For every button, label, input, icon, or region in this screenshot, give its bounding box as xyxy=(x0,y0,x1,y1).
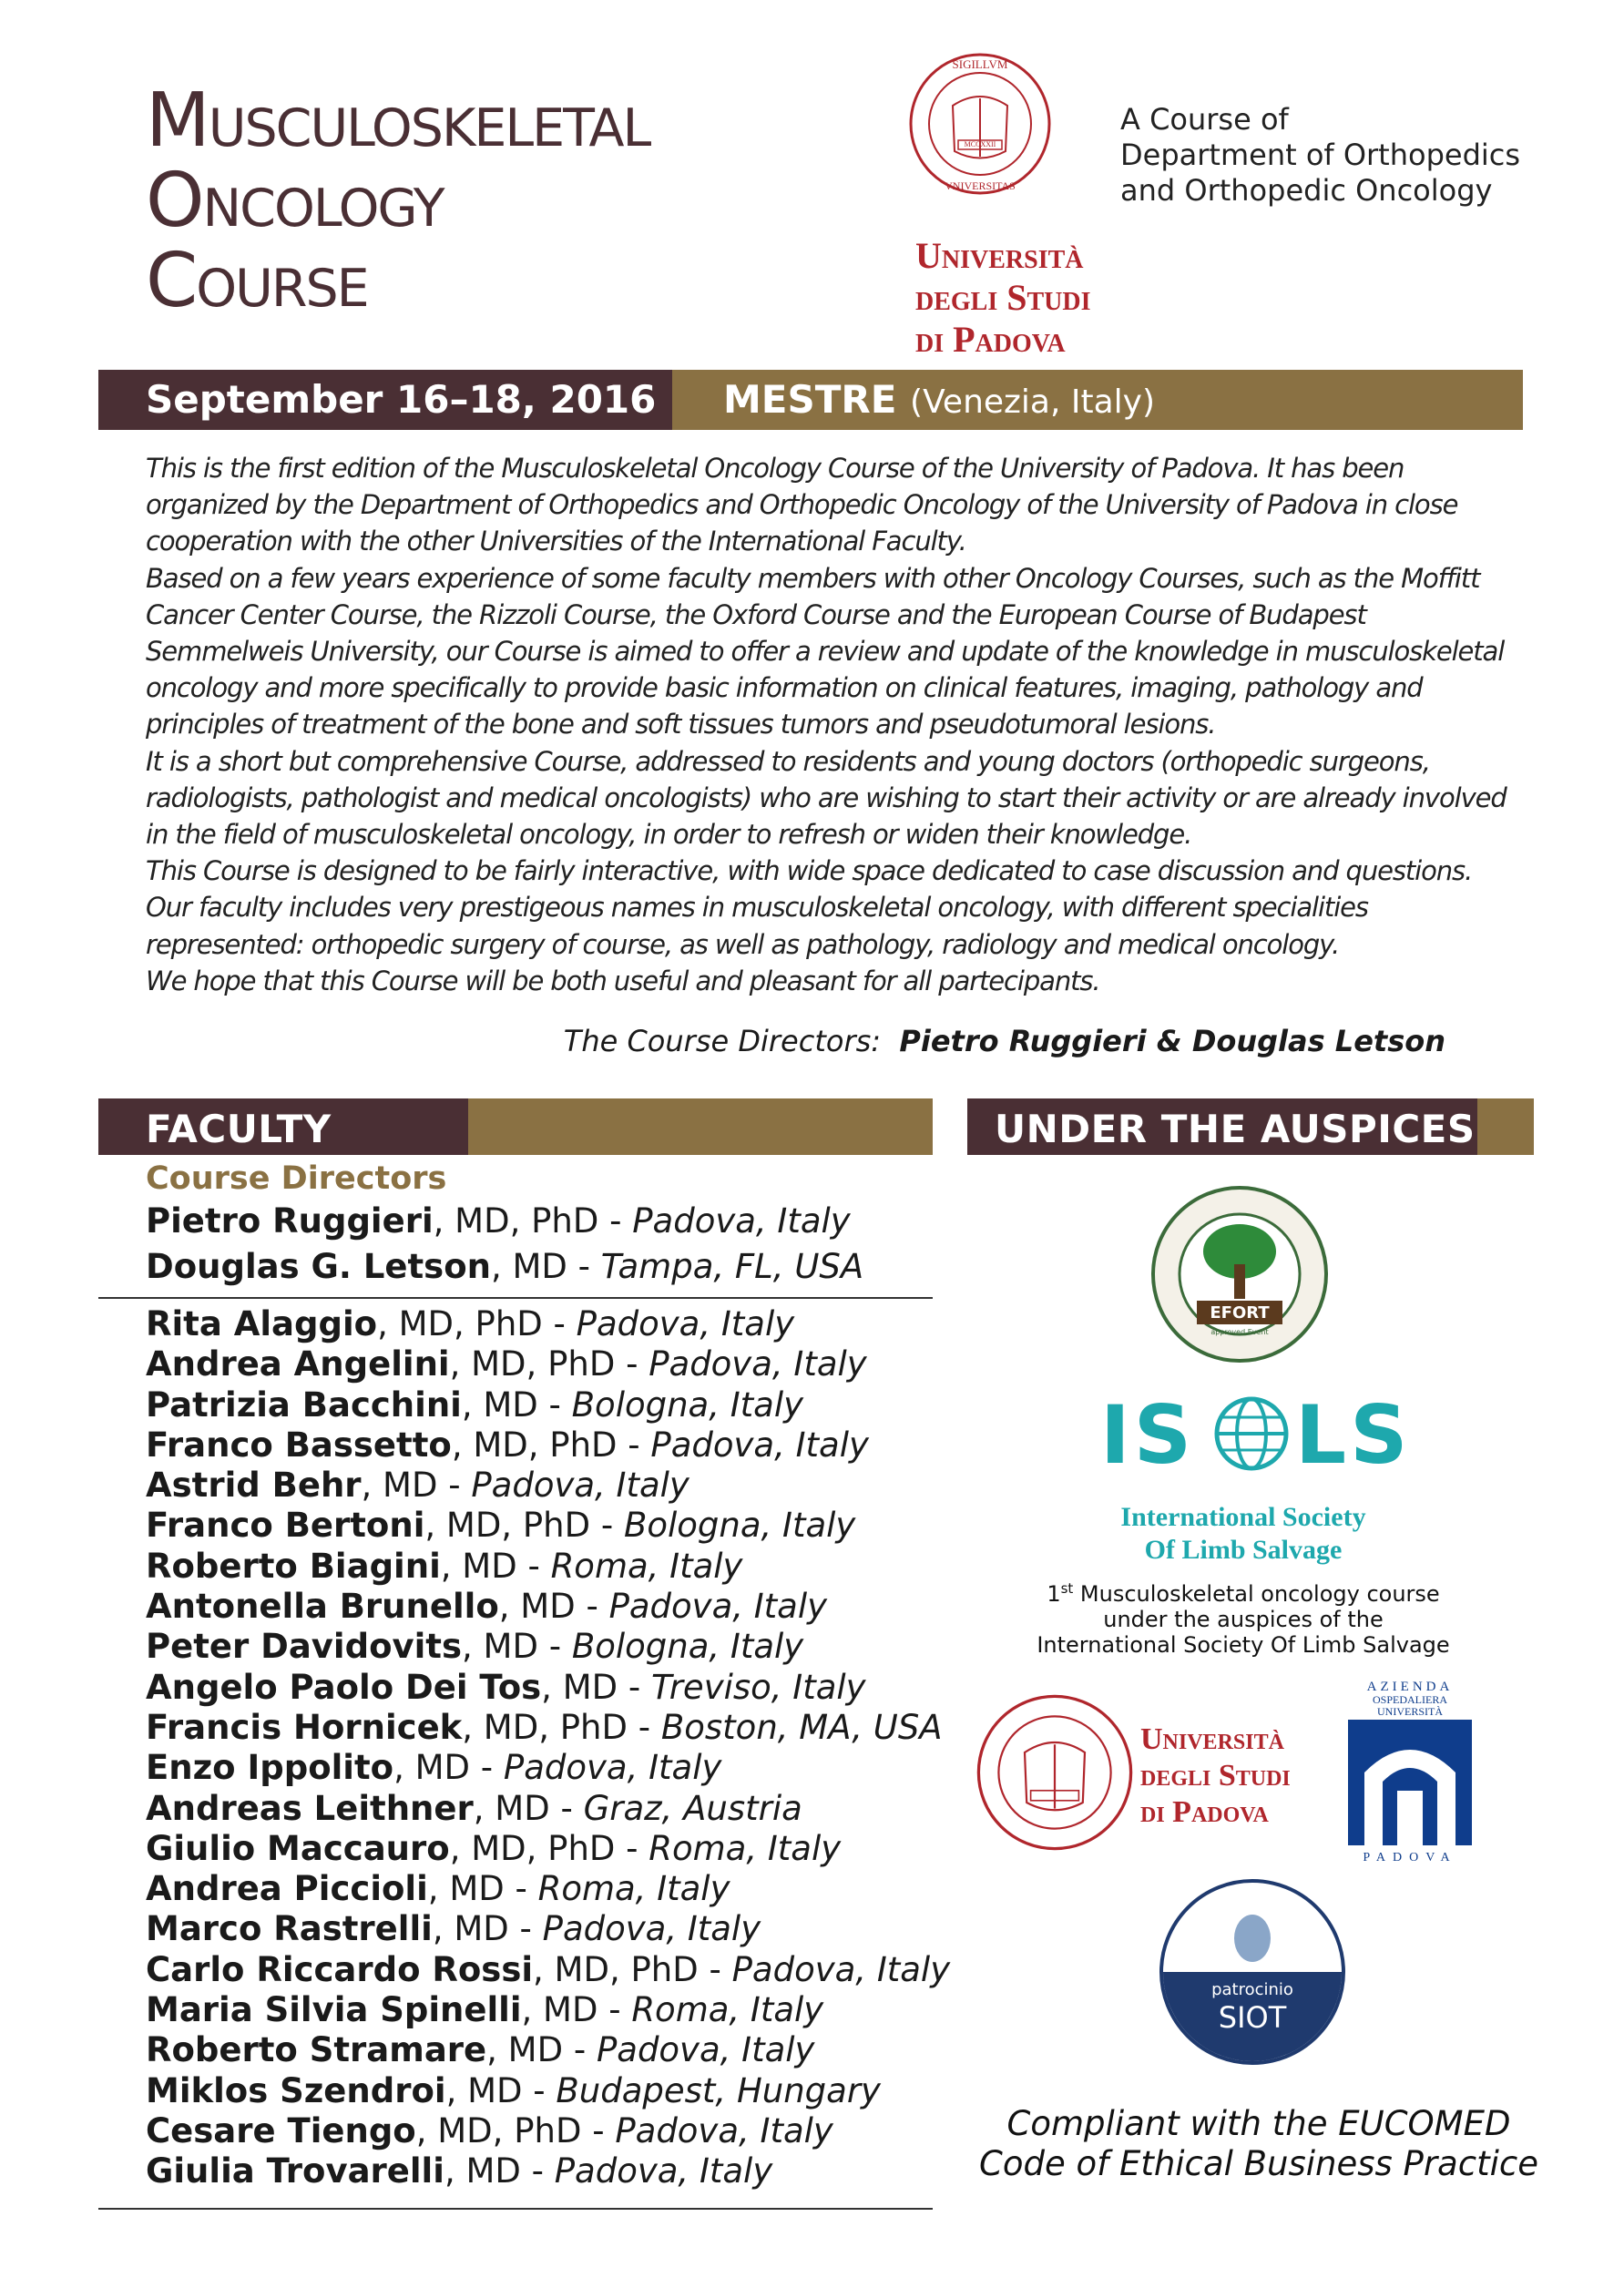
globe-icon xyxy=(1211,1394,1292,1474)
member-location: Roma, Italy xyxy=(631,1990,824,2030)
organizer-line: A Course of xyxy=(1120,102,1289,137)
university-name-small xyxy=(1140,1721,1291,1831)
title-line-3: Course xyxy=(146,238,368,324)
university-name-line: Università xyxy=(915,235,1084,276)
member-location: Padova, Italy xyxy=(576,1304,795,1343)
university-name-line: di Padova xyxy=(915,319,1066,360)
isols-name-line: Of Limb Salvage xyxy=(1144,1535,1343,1565)
member-location: Padova, Italy xyxy=(471,1466,689,1506)
directors-list xyxy=(146,1199,863,1290)
member-name: Astrid Behr xyxy=(146,1466,362,1506)
member-degree: , MD - xyxy=(427,1869,538,1909)
faculty-member xyxy=(146,1244,863,1290)
faculty-member xyxy=(146,1466,950,1506)
member-location: Graz, Austria xyxy=(583,1788,802,1828)
faculty-member xyxy=(146,1869,950,1909)
member-location: Bologna, Italy xyxy=(571,1384,804,1425)
member-name: Franco Bertoni xyxy=(146,1506,425,1546)
divider xyxy=(98,1297,933,1299)
course-directors-signature xyxy=(564,1024,1445,1058)
member-location: Padova, Italy xyxy=(650,1425,869,1465)
ordinal-number: 1 xyxy=(1047,1581,1061,1607)
svg-text:SIGILLVM: SIGILLVM xyxy=(952,57,1008,71)
faculty-member xyxy=(146,2111,950,2151)
member-location: Padova, Italy xyxy=(542,1909,761,1949)
auspices-heading: UNDER THE AUSPICES xyxy=(995,1107,1476,1151)
member-name: Pietro Ruggieri xyxy=(146,1201,434,1241)
faculty-member xyxy=(146,1385,950,1425)
course-date: September 16–18, 2016 xyxy=(146,377,657,422)
eucomed-line: Code of Ethical Business Practice xyxy=(979,2144,1538,2183)
member-name: Marco Rastrelli xyxy=(146,1909,433,1949)
auspices-bar-gold xyxy=(1477,1098,1534,1155)
organizer-line: Department of Orthopedics xyxy=(1120,138,1521,172)
member-degree: , MD - xyxy=(462,1627,572,1667)
member-degree: , MD - xyxy=(498,1587,609,1627)
faculty-member xyxy=(146,1748,950,1788)
member-degree: , MD, PhD - xyxy=(449,1344,649,1384)
faculty-member xyxy=(146,1708,950,1748)
faculty-heading: FACULTY xyxy=(146,1107,332,1151)
member-name: Carlo Riccardo Rossi xyxy=(146,1949,534,1989)
member-name: Miklos Szendroi xyxy=(146,2070,446,2110)
faculty-member xyxy=(146,1789,950,1829)
university-seal-logo-small xyxy=(975,1692,1135,1853)
auspices-heading-bar xyxy=(967,1098,1534,1155)
member-name: Andreas Leithner xyxy=(146,1788,474,1828)
member-name: Angelo Paolo Dei Tos xyxy=(146,1667,542,1707)
member-name: Cesare Tiengo xyxy=(146,2110,416,2150)
date-bar-dark xyxy=(98,370,672,430)
faculty-member xyxy=(146,1909,950,1949)
university-name-line: di Padova xyxy=(1140,1795,1269,1829)
faculty-member xyxy=(146,1990,950,2030)
member-location: Budapest, Hungary xyxy=(556,2070,881,2110)
member-location: Padova, Italy xyxy=(632,1201,851,1241)
siot-line1: patrocinio xyxy=(1211,1980,1293,1999)
intro-paragraph: This Course is designed to be fairly interactive, with wide space dedicated to case discussion and questions. xyxy=(146,855,1473,887)
member-location: Padova, Italy xyxy=(615,2110,833,2150)
member-name: Douglas G. Letson xyxy=(146,1247,491,1286)
member-degree: , MD - xyxy=(541,1667,651,1707)
svg-text:VNIVERSITAS: VNIVERSITAS xyxy=(945,179,1016,192)
isols-logo-left: IS xyxy=(1100,1388,1196,1482)
faculty-member xyxy=(146,1344,950,1384)
member-degree: , MD, PhD - xyxy=(415,2110,616,2150)
member-location: Bologna, Italy xyxy=(571,1627,804,1667)
member-degree: , MD - xyxy=(521,1990,632,2030)
member-name: Maria Silvia Spinelli xyxy=(146,1990,522,2030)
faculty-bar-gold xyxy=(468,1098,933,1155)
organizer-line: and Orthopedic Oncology xyxy=(1120,173,1493,208)
member-degree: , MD - xyxy=(445,2070,557,2110)
member-location: Padova, Italy xyxy=(503,1748,722,1788)
isols-note xyxy=(1011,1576,1476,1658)
location-detail: (Venezia, Italy) xyxy=(910,383,1156,421)
faculty-member xyxy=(146,2151,950,2191)
azienda-top-2: OSPEDALIERA xyxy=(1372,1693,1447,1706)
location-city: MESTRE xyxy=(723,377,897,422)
eucomed-line: Compliant with the EUCOMED xyxy=(1006,2104,1511,2143)
date-bar-gold xyxy=(672,370,1523,430)
azienda-top-3: UNIVERSITÀ xyxy=(1377,1705,1443,1718)
faculty-heading-bar xyxy=(98,1098,933,1155)
member-location: Roma, Italy xyxy=(550,1546,743,1586)
member-location: Padova, Italy xyxy=(554,2151,773,2191)
faculty-member xyxy=(146,2030,950,2070)
member-degree: , MD - xyxy=(361,1466,472,1506)
faculty-member xyxy=(146,1199,863,1244)
member-degree: , MD - xyxy=(473,1788,584,1828)
course-location xyxy=(723,377,1155,422)
efort-logo xyxy=(1149,1184,1330,1364)
member-name: Rita Alaggio xyxy=(146,1304,378,1343)
siot-logo xyxy=(1159,1878,1346,2066)
efort-label: EFORT xyxy=(1210,1303,1270,1323)
university-name xyxy=(915,235,1091,361)
faculty-list xyxy=(146,1304,950,2192)
faculty-member xyxy=(146,1506,950,1546)
isols-logo xyxy=(1100,1388,1412,1482)
directors-label: The Course Directors: xyxy=(563,1024,882,1058)
isols-name xyxy=(1029,1501,1457,1567)
member-degree: , MD - xyxy=(440,1546,551,1586)
member-degree: , MD - xyxy=(490,1247,601,1286)
faculty-member xyxy=(146,1950,950,1990)
member-name: Enzo Ippolito xyxy=(146,1748,394,1788)
member-location: Boston, MA, USA xyxy=(660,1707,943,1747)
university-name-line: degli Studi xyxy=(915,277,1091,318)
member-location: Roma, Italy xyxy=(649,1828,842,1868)
title-line-2: Oncology xyxy=(146,158,444,244)
seal-year: MCCXXII xyxy=(964,140,996,148)
member-location: Roma, Italy xyxy=(537,1869,730,1909)
intro-paragraph: Based on a few years experience of some faculty members with other Oncology Courses, such as the Moffitt Cancer Center Course, the Rizzoli Course, the Oxford Course and the European Course of Budapest Semmelweis University, our Course is aimed to offer a review and update of the knowledge in musculoskeletal oncology and more specifically to provide basic information on clinical features, imaging, pathology and principles of treatment of the bone and soft tissues tumors and pseudotumoral lesions. xyxy=(146,562,1505,741)
member-name: Roberto Biagini xyxy=(146,1546,441,1586)
member-location: Padova, Italy xyxy=(608,1587,828,1627)
faculty-member xyxy=(146,1547,950,1587)
isols-note-text: Musculoskeletal oncology course xyxy=(1073,1581,1440,1607)
member-name: Andrea Piccioli xyxy=(146,1869,428,1909)
member-degree: , MD, PhD - xyxy=(449,1828,649,1868)
member-degree: , MD - xyxy=(432,1909,543,1949)
member-name: Giulio Maccauro xyxy=(146,1828,450,1868)
divider xyxy=(98,2208,933,2210)
efort-sub: approved Event xyxy=(1210,1328,1269,1336)
isols-name-line: International Society xyxy=(1120,1502,1366,1532)
member-name: Roberto Stramare xyxy=(146,2030,487,2070)
member-name: Antonella Brunello xyxy=(146,1587,499,1627)
ordinal-suffix: st xyxy=(1060,1580,1074,1597)
member-degree: , MD, PhD - xyxy=(433,1201,633,1241)
member-name: Francis Hornicek xyxy=(146,1707,463,1747)
faculty-member xyxy=(146,1304,950,1344)
member-name: Peter Davidovits xyxy=(146,1627,463,1667)
isols-note-line: International Society Of Limb Salvage xyxy=(1037,1632,1450,1658)
member-degree: , MD, PhD - xyxy=(451,1425,651,1465)
title-line-1: Musculoskeletal xyxy=(146,77,650,164)
member-location: Padova, Italy xyxy=(649,1344,867,1384)
member-name: Patrizia Bacchini xyxy=(146,1384,462,1425)
isols-logo-right: LS xyxy=(1295,1388,1412,1482)
member-location: Padova, Italy xyxy=(731,1949,951,1989)
intro-paragraph: Our faculty includes very prestigeous names in musculoskeletal oncology, with different specialities represented: orthopedic surgery of course, as well as pathology, radiology and medical oncology. xyxy=(146,892,1368,960)
university-name-line: Università xyxy=(1140,1722,1284,1756)
university-seal-logo xyxy=(907,51,1053,197)
member-degree: , MD - xyxy=(444,2151,555,2191)
member-name: Andrea Angelini xyxy=(146,1344,450,1384)
siot-line2: SIOT xyxy=(1218,2000,1287,2035)
member-degree: , MD, PhD - xyxy=(462,1707,661,1747)
directors-names: Pietro Ruggieri & Douglas Letson xyxy=(899,1024,1445,1058)
member-name: Giulia Trovarelli xyxy=(146,2151,444,2191)
member-location: Bologna, Italy xyxy=(623,1506,856,1546)
faculty-member xyxy=(146,1425,950,1466)
isols-note-line: under the auspices of the xyxy=(1103,1607,1384,1632)
azienda-top-1: AZIENDA xyxy=(1366,1680,1454,1694)
isols-note-line xyxy=(1011,1576,1476,1607)
course-directors-heading: Course Directors xyxy=(146,1160,447,1197)
member-degree: , MD - xyxy=(486,2030,597,2070)
faculty-member xyxy=(146,1627,950,1667)
member-degree: , MD, PhD - xyxy=(533,1949,732,1989)
member-degree: , MD - xyxy=(393,1748,504,1788)
intro-paragraph: We hope that this Course will be both useful and pleasant for all partecipants. xyxy=(146,965,1100,996)
intro-paragraph: This is the first edition of the Musculoskeletal Oncology Course of the University of Padova. It has been organized by the Department of Orthopedics and Orthopedic Oncology of the University of Padova in close cooperation with the other Universities of the International Faculty. xyxy=(146,453,1458,557)
faculty-member xyxy=(146,1587,950,1627)
member-location: Tampa, FL, USA xyxy=(600,1247,864,1286)
azienda-bottom: PADOVA xyxy=(1363,1851,1457,1864)
building-arch-icon xyxy=(1346,1718,1474,1847)
member-degree: , MD - xyxy=(461,1384,572,1425)
member-location: Treviso, Italy xyxy=(650,1667,866,1707)
date-location-bar xyxy=(98,370,1523,430)
intro-text xyxy=(146,450,1530,999)
member-name: Franco Bassetto xyxy=(146,1425,452,1465)
university-name-line: degli Studi xyxy=(1140,1759,1291,1793)
faculty-member xyxy=(146,1829,950,1869)
eucomed-compliance xyxy=(967,2104,1550,2184)
azienda-ospedaliera-logo xyxy=(1346,1680,1474,1867)
member-location: Padova, Italy xyxy=(596,2030,815,2070)
intro-paragraph: It is a short but comprehensive Course, addressed to residents and young doctors (orthopedic surgeons, radiologists, pathologist and medical oncologists) who are wishing to start their activity or are already involved in the field of musculoskeletal oncology, in order to refresh or widen their knowledge. xyxy=(146,745,1507,851)
faculty-member xyxy=(146,1668,950,1708)
organizer-text xyxy=(1120,102,1520,209)
faculty-member xyxy=(146,2071,950,2111)
member-degree: , MD, PhD - xyxy=(424,1506,624,1546)
member-degree: , MD, PhD - xyxy=(377,1304,577,1343)
